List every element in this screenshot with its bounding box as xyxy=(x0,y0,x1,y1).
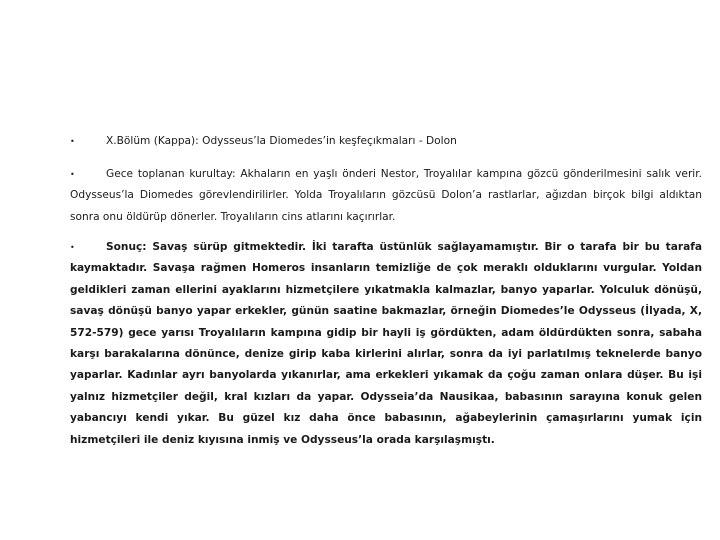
paragraph-summary xyxy=(70,164,702,228)
paragraph-text: X.Bölüm (Kappa): Odysseus’la Diomedes’in keşfeçıkmaları - Dolon xyxy=(106,135,457,147)
bullet-icon: • xyxy=(70,170,75,179)
paragraph-conclusion xyxy=(70,237,702,451)
paragraph-text: Gece toplanan kurultay: Akhaların en yaşlı önderi Nestor, Troyalılar kampına gözcü gönderilmesini salık verir. Odysseus’la Diomedes görevlendirilirler. Yolda Troyalıların gözcüsü Dolon’a rastlarlar, ağızdan birçok bilgi aldıktan sonra onu öldürüp dönerler. Troyalıların cins atlarını kaçırırlar. xyxy=(70,168,702,223)
paragraph-chapter-title xyxy=(70,131,702,152)
bullet-icon: • xyxy=(70,243,75,252)
paragraph-text: Sonuç: Savaş sürüp gitmektedir. İki tarafta üstünlük sağlayamamıştır. Bir o tarafa bir bu tarafa kaymaktadır. Savaşa rağmen Homeros insanların temizliğe de çok meraklı olduklarını vurgular. Yoldan geldikleri zaman ellerini ayaklarını hizmetçilere yıkatmakla kalmazlar, banyo yaparlar. Yolculuk dönüşü, savaş dönüşü banyo yapar erkekler, günün saatine bakmazlar, örneğin Diomedes’le Odysseus (İlyada, X, 572-579) gece yarısı Troyalıların kampına gidip bir hayli iş gördükten, adam öldürdükten sonra, sabaha karşı barakalarına dönünce, denize girip kaba kirlerini alırlar, sonra da iyi parlatılmış teknelerde banyo yaparlar. Kadınlar ayrı banyolarda yıkanırlar, ama erkekleri yıkamak da çoğu zaman onlara düşer. Bu işi yalnız hizmetçiler değil, kral kızları da yapar. Odysseia’da Nausikaa, babasının sarayına konuk gelen yabancıyı kendi yıkar. Bu güzel kız daha önce babasının, ağabeylerinin çamaşırlarını yumak için hizmetçileri ile deniz kıyısına inmiş ve Odysseus’la orada karşılaşmıştı. xyxy=(70,241,702,446)
bullet-icon: • xyxy=(70,137,75,146)
